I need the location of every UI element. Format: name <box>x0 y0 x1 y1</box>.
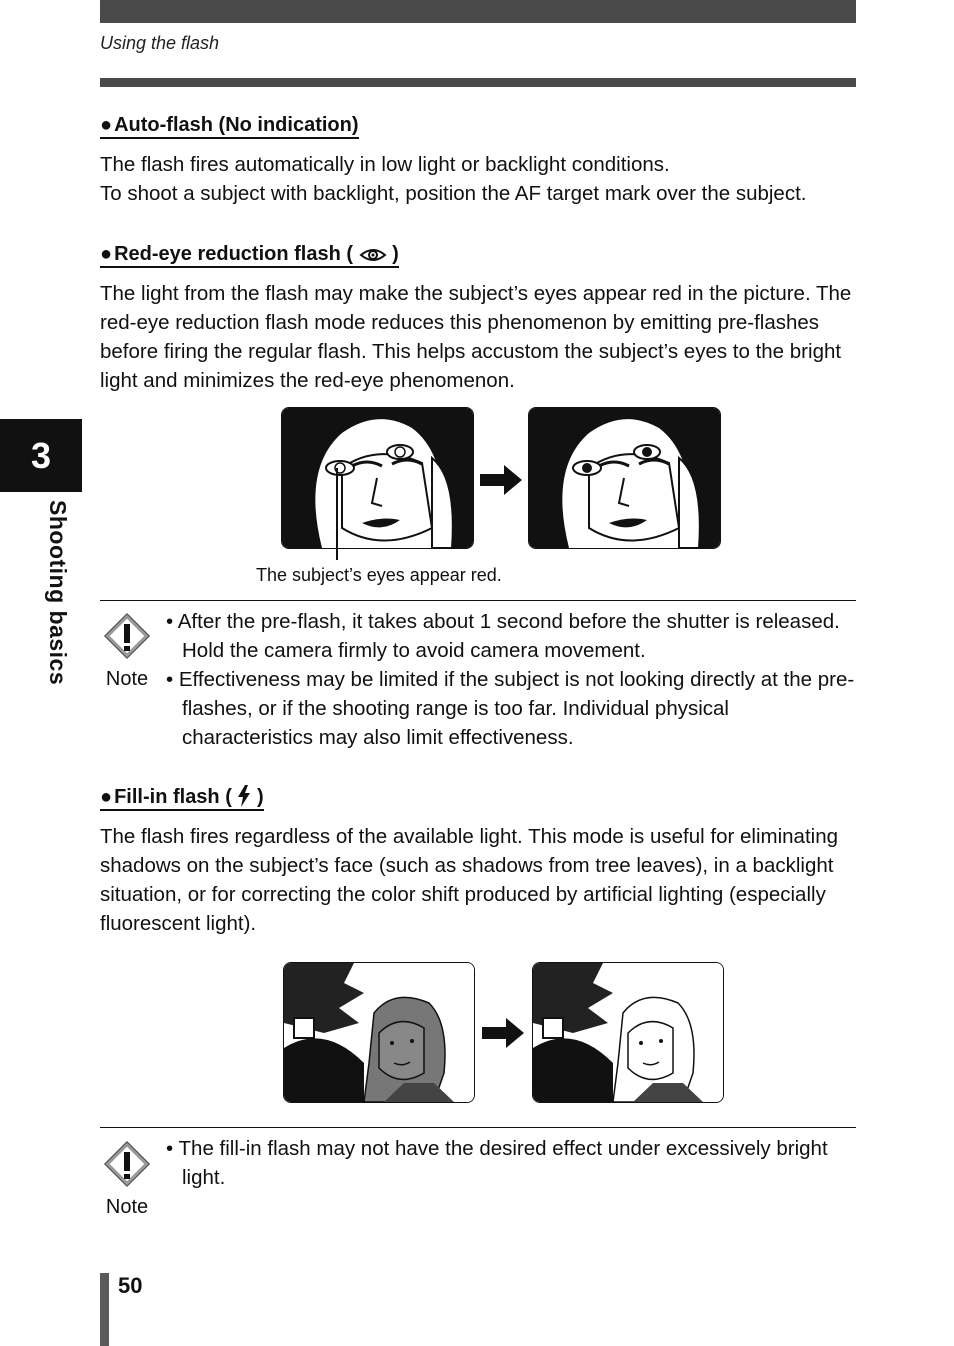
chapter-tab <box>0 419 82 492</box>
red-eye-before-image <box>281 407 474 549</box>
header-bar <box>100 0 856 23</box>
fill-in-heading-prefix: Fill-in flash ( <box>114 786 232 808</box>
fill-in-before-image <box>283 962 475 1103</box>
header-divider <box>100 78 856 87</box>
note-block-icon <box>101 1139 153 1219</box>
fill-in-after-illustration <box>533 963 723 1102</box>
red-eye-heading-prefix: Red-eye reduction flash ( <box>114 243 354 265</box>
bullet-icon: ● <box>100 243 113 265</box>
warning-icon <box>102 1139 152 1189</box>
chapter-number: 3 <box>30 434 52 476</box>
auto-flash-line: The flash fires automatically in low light or backlight conditions. <box>100 153 670 176</box>
note-label: Note <box>105 668 149 690</box>
red-eye-notes <box>166 607 856 752</box>
red-eye-heading-suffix: ) <box>392 243 399 265</box>
fill-in-notes <box>166 1134 856 1192</box>
red-eye-after-illustration <box>529 408 720 548</box>
note-item: • The fill-in flash may not have the desired effect under excessively bright light. <box>166 1137 828 1189</box>
auto-flash-heading <box>100 114 359 139</box>
red-eye-icon <box>359 246 387 264</box>
arrow-right-icon <box>480 463 522 497</box>
red-eye-heading <box>100 243 399 268</box>
bullet-icon: ● <box>100 786 113 808</box>
fill-in-before-illustration <box>284 963 474 1102</box>
flash-bolt-icon <box>237 785 251 807</box>
fill-in-after-image <box>532 962 724 1103</box>
red-eye-caption: The subject’s eyes appear red. <box>256 565 502 585</box>
red-eye-after-image <box>528 407 721 549</box>
warning-icon <box>102 611 152 661</box>
fill-in-heading <box>100 785 264 811</box>
running-title: Using the flash <box>100 33 220 53</box>
fill-in-heading-suffix: ) <box>257 786 264 808</box>
bullet-icon: ● <box>100 114 113 136</box>
chapter-title: Shooting basics <box>45 500 71 686</box>
red-eye-body: The light from the flash may make the subject’s eyes appear red in the picture. The red-eye reduction flash mode reduces this phenomenon by emitting pre-flashes before firing the regular flash. This helps accustom the subject’s eyes to the bright light and minimizes the red-eye phenomenon. <box>100 282 852 392</box>
auto-flash-heading-text: Auto-flash (No indication) <box>114 114 359 136</box>
note-divider <box>100 1127 856 1128</box>
note-label: Note <box>105 1196 149 1218</box>
caption-leader-line <box>336 468 338 560</box>
red-eye-before-illustration <box>282 408 473 548</box>
auto-flash-line: To shoot a subject with backlight, position the AF target mark over the subject. <box>100 182 807 205</box>
arrow-right-icon <box>482 1016 524 1050</box>
fill-in-body: The flash fires regardless of the available light. This mode is useful for eliminating shadows on the subject’s face (such as shadows from tree leaves), in a backlight situation, or for correcting the color shift produced by artificial lighting (especially fluorescent light). <box>100 825 838 935</box>
note-block-icon <box>101 611 153 691</box>
note-item: • After the pre-flash, it takes about 1 second before the shutter is released. Hold the camera firmly to avoid camera movement. <box>166 610 840 662</box>
auto-flash-body <box>100 150 860 208</box>
page-number-bar <box>100 1273 109 1346</box>
note-item: • Effectiveness may be limited if the subject is not looking directly at the pre-flashes, or if the shooting range is too far. Individual physical characteristics may also limit effectiveness. <box>166 668 855 749</box>
note-divider <box>100 600 856 601</box>
page-number: 50 <box>118 1273 143 1298</box>
